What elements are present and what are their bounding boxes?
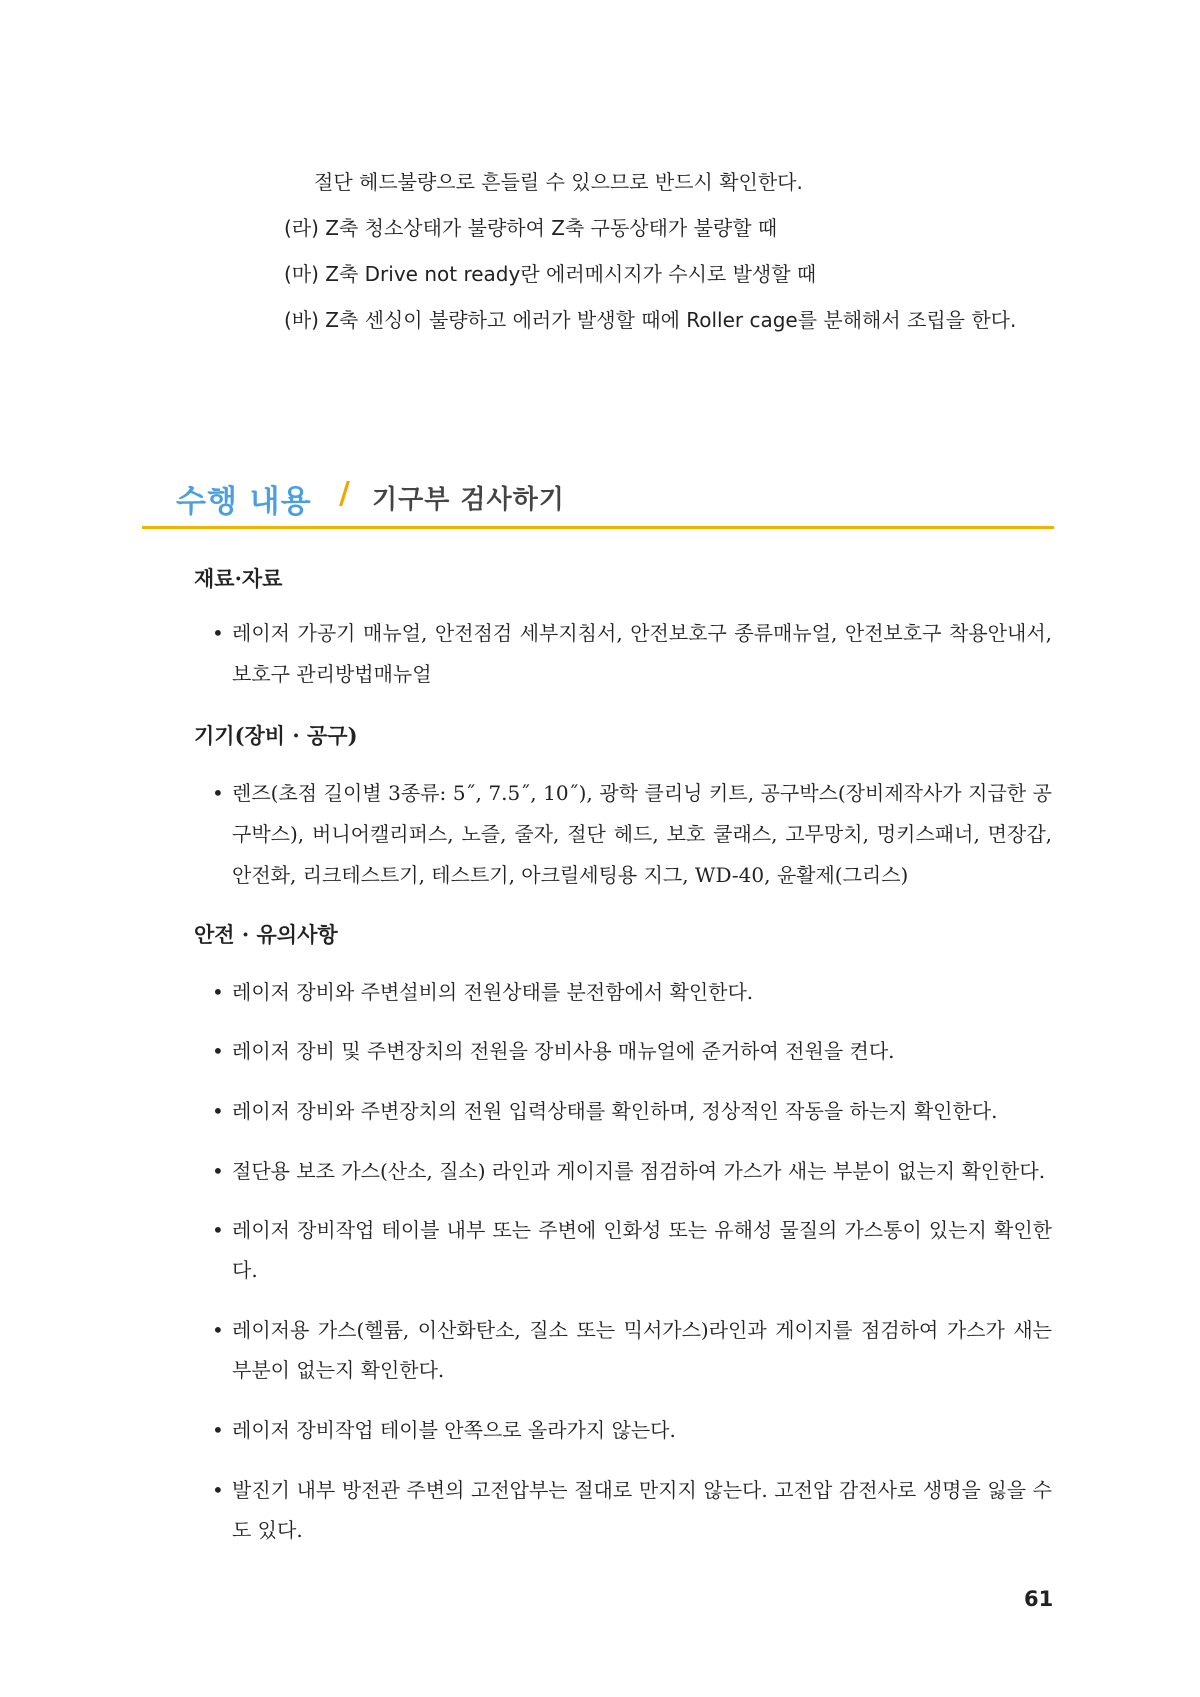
equipment-item xyxy=(212,773,1052,896)
bullet-icon: • xyxy=(212,1318,224,1342)
list-item-text: 레이저 가공기 매뉴얼, 안전점검 세부지침서, 안전보호구 종류매뉴얼, 안전보호구 착용안내서, 보호구 관리방법매뉴얼 xyxy=(232,621,1052,686)
bullet-icon: • xyxy=(212,1039,224,1063)
intro-item-ma: (마) Z축 Drive not ready란 에러메시지가 수시로 발생할 때 xyxy=(284,262,817,286)
safety-item xyxy=(212,1091,1052,1132)
materials-item xyxy=(212,613,1052,695)
bullet-icon: • xyxy=(212,1418,224,1442)
section-header xyxy=(142,474,1054,529)
bullet-icon: • xyxy=(212,781,224,805)
list-item-text: 레이저 장비와 주변장치의 전원 입력상태를 확인하며, 정상적인 작동을 하는지 확인한다. xyxy=(232,1099,998,1123)
safety-item xyxy=(212,1031,1052,1072)
intro-item-ra: (라) Z축 청소상태가 불량하여 Z축 구동상태가 불량할 때 xyxy=(284,216,778,240)
list-item-text: 레이저용 가스(헬륨, 이산화탄소, 질소 또는 믹서가스)라인과 게이지를 점검하여 가스가 새는 부분이 없는지 확인한다. xyxy=(232,1318,1052,1382)
list-item-text: 레이저 장비 및 주변장치의 전원을 장비사용 매뉴얼에 준거하여 전원을 켠다. xyxy=(232,1039,895,1063)
list-item-text: 렌즈(초점 길이별 3종류: 5˝, 7.5˝, 10˝), 광학 클리닝 키트, 공구박스(장비제작사가 지급한 공구박스), 버니어캘리퍼스, 노즐, 줄자, 절단 헤드, 보호 쿨래스, 고무망치, 멍키스패너, 면장갑, 안전화, 리크테스트기, 테스트기, 아크릴세팅용 지그, WD-40, 윤활제(그리스) xyxy=(232,781,1052,887)
list-item-text: 발진기 내부 방전관 주변의 고전압부는 절대로 만지지 않는다. 고전압 감전사로 생명을 잃을 수도 있다. xyxy=(232,1478,1052,1542)
bullet-icon: • xyxy=(212,1159,224,1183)
safety-item xyxy=(212,1151,1052,1192)
list-item-text: 절단용 보조 가스(산소, 질소) 라인과 게이지를 점검하여 가스가 새는 부분이 없는지 확인한다. xyxy=(232,1159,1046,1183)
safety-heading: 안전 · 유의사항 xyxy=(194,922,338,947)
safety-item xyxy=(212,1470,1052,1550)
list-item-text: 레이저 장비작업 테이블 내부 또는 주변에 인화성 또는 유해성 물질의 가스통이 있는지 확인한다. xyxy=(232,1218,1052,1282)
list-item-text: 레이저 장비작업 테이블 안쪽으로 올라가지 않는다. xyxy=(232,1418,676,1442)
intro-line: 절단 헤드불량으로 흔들릴 수 있으므로 반드시 확인한다. xyxy=(314,170,803,194)
page-number: 61 xyxy=(1024,1587,1054,1611)
bullet-icon: • xyxy=(212,980,224,1004)
bullet-icon: • xyxy=(212,1218,224,1242)
safety-item xyxy=(212,1210,1052,1290)
section-subtitle: 기구부 검사하기 xyxy=(372,485,565,515)
safety-item xyxy=(212,1410,1052,1451)
list-item-text: 레이저 장비와 주변설비의 전원상태를 분전함에서 확인한다. xyxy=(232,980,754,1004)
equipment-heading: 기기(장비 · 공구) xyxy=(194,723,358,748)
bullet-icon: • xyxy=(212,1478,224,1502)
bullet-icon: • xyxy=(212,621,224,645)
section-title: 수행 내용 xyxy=(176,484,312,520)
materials-heading: 재료·자료 xyxy=(194,566,283,591)
safety-item xyxy=(212,972,1052,1013)
bullet-icon: • xyxy=(212,1099,224,1123)
section-divider-slash: / xyxy=(339,476,350,511)
safety-item xyxy=(212,1310,1052,1390)
intro-item-ba: (바) Z축 센싱이 불량하고 에러가 발생할 때에 Roller cage를 분해해서 조립을 한다. xyxy=(284,308,1017,332)
